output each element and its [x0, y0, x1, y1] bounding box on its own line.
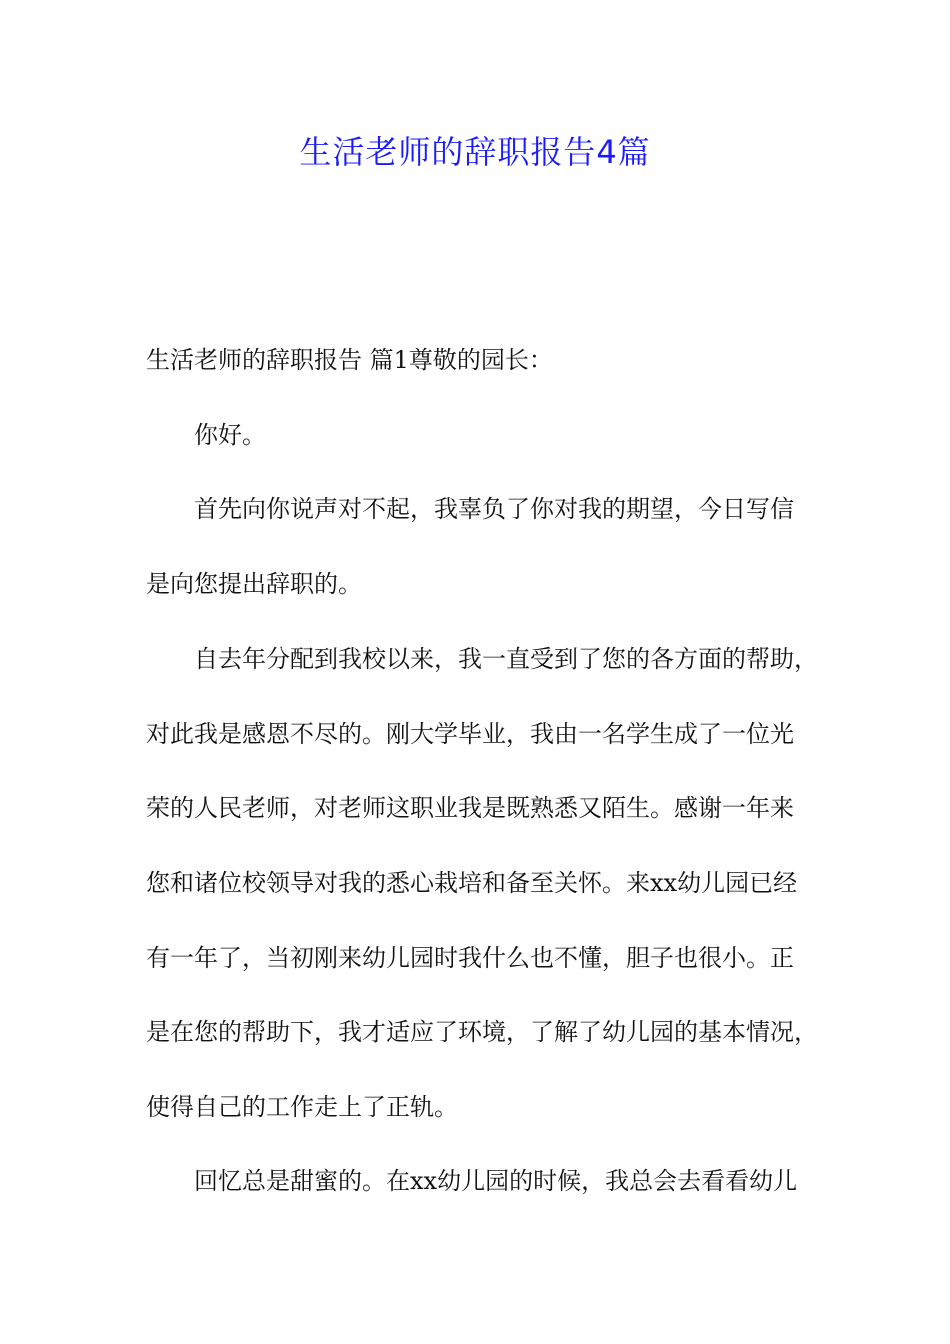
body-line: 是向您提出辞职的。	[146, 570, 362, 598]
body-line: 自去年分配到我校以来，我一直受到了您的各方面的帮助，	[194, 645, 818, 673]
body-line: 使得自己的工作走上了正轨。	[146, 1093, 458, 1121]
paragraph-heading-line: 生活老师的辞职报告 篇1尊敬的园长：	[146, 346, 553, 374]
greeting-line: 你好。	[194, 421, 266, 449]
body-line: 回忆总是甜蜜的。在xx幼儿园的时候，我总会去看看幼儿	[194, 1167, 798, 1195]
body-line: 荣的人民老师，对老师这职业我是既熟悉又陌生。感谢一年来	[146, 794, 794, 822]
body-line: 首先向你说声对不起，我辜负了你对我的期望，今日写信	[194, 495, 794, 523]
body-line: 对此我是感恩不尽的。刚大学毕业，我由一名学生成了一位光	[146, 720, 794, 748]
body-line: 有一年了，当初刚来幼儿园时我什么也不懂，胆子也很小。正	[146, 944, 794, 972]
document-title: 生活老师的辞职报告4篇	[299, 133, 651, 171]
body-line: 是在您的帮助下，我才适应了环境，了解了幼儿园的基本情况，	[146, 1018, 818, 1046]
body-line: 您和诸位校领导对我的悉心栽培和备至关怀。来xx幼儿园已经	[146, 869, 798, 897]
